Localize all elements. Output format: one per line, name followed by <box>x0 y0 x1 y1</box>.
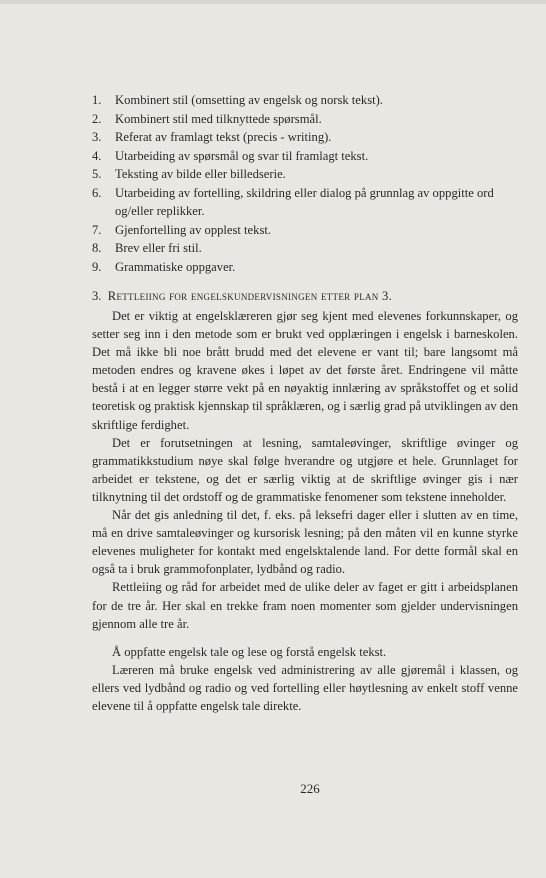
body-paragraph: Rettleiing og råd for arbeidet med de ulike deler av faget er gitt i arbeidsplanen for de tre år. Her skal en trekke fram noen momenter som gjelder undervisningen gjennom alle tre år. <box>92 580 518 631</box>
list-item-text: Kombinert stil (omsetting av engelsk og norsk tekst). <box>115 93 383 107</box>
list-item-text: Utarbeiding av spørsmål og svar til framlagt tekst. <box>115 148 369 163</box>
list-item-number: 4. <box>92 148 102 163</box>
list-item-text: Grammatiske oppgaver. <box>115 259 236 274</box>
page-top-edge <box>0 0 546 4</box>
list-item <box>92 147 524 166</box>
list-item-number: 7. <box>92 222 102 237</box>
subheading: Å oppfatte engelsk tale og lese og forstå engelsk tekst. <box>112 644 387 659</box>
list-item-text: Kombinert stil med tilknyttede spørsmål. <box>115 111 322 126</box>
list-item-number: 8. <box>92 241 102 255</box>
list-item-text: Referat av framlagt tekst (precis - writing). <box>115 130 332 144</box>
list-item-number: 3. <box>92 130 102 144</box>
list-item-number: 1. <box>92 93 102 107</box>
list-item-number: 2. <box>92 111 102 126</box>
section-heading <box>92 287 532 305</box>
list-item <box>92 184 524 221</box>
list-item <box>92 221 524 240</box>
body-paragraph: Det er forutsetningen at lesning, samtaleøvinger, skriftlige øvinger og grammatikkstudium nøye skal følge hverandre og utgjøre et hele. Grunnlaget for arbeidet er tekstene, og det er særlig viktig at de skriftlige øvinger gis i nær tilknytning til det ordstoff og de grammatiske fenomener som tekstene inneholder. <box>92 435 518 504</box>
list-item <box>92 165 524 184</box>
body-paragraph: Når det gis anledning til det, f. eks. på leksefri dager eller i slutten av en time, må en drive samtaleøvinger og kursorisk lesning; på den måten vil en kunne styrke elevenes muligheter for kontakt med engelsktalende land. For dette formål skal en også ta i bruk grammofonplater, lydbånd og radio. <box>92 508 518 577</box>
list-item-text: Teksting av bilde eller billedserie. <box>115 167 286 181</box>
list-item-text: Gjenfortelling av opplest tekst. <box>115 222 271 237</box>
list-item-text: Utarbeiding av fortelling, skildring eller dialog på grunnlag av oppgitte ord og/eller replikker. <box>115 185 494 218</box>
list-item-number: 6. <box>92 185 102 200</box>
list-item-number: 9. <box>92 259 102 274</box>
section-number: 3. <box>92 289 102 303</box>
section-title: Rettleiing for engelskundervisningen etter plan 3. <box>107 289 393 303</box>
list-item <box>92 258 524 277</box>
list-item-number: 5. <box>92 167 102 181</box>
list-item <box>92 239 524 258</box>
body-paragraph: Det er viktig at engelsklæreren gjør seg kjent med elevenes forkunnskaper, og setter seg inn i den metode som er brukt ved opplæringen i engelsk i barneskolen. Det må ikke bli noe brått brudd med det elevene er vant til; bare langsomt må metoden endres og kravene økes i løpet av det første året. Endringene vil måtte bestå i at en legger større vekt på en nøyaktig innlæring av språkstoffet og et solid teoretisk og praktisk kjennskap til språklæren, og i særlig grad på utviklingen av den skriftlige ferdighet. <box>92 309 519 432</box>
body-paragraph: Læreren må bruke engelsk ved administrering av alle gjøremål i klassen, og ellers ved lydbånd og radio og ved fortelling eller høytlesning av enkelt stoff venne elevene til å oppfatte engelsk tale direkte. <box>92 662 518 713</box>
list-item <box>92 91 524 110</box>
section-body <box>92 307 518 715</box>
list-item <box>92 110 524 129</box>
list-item-text: Brev eller fri stil. <box>115 241 202 255</box>
list-item <box>92 128 524 147</box>
page-number: 226 <box>300 781 320 796</box>
exercise-list <box>92 91 524 276</box>
